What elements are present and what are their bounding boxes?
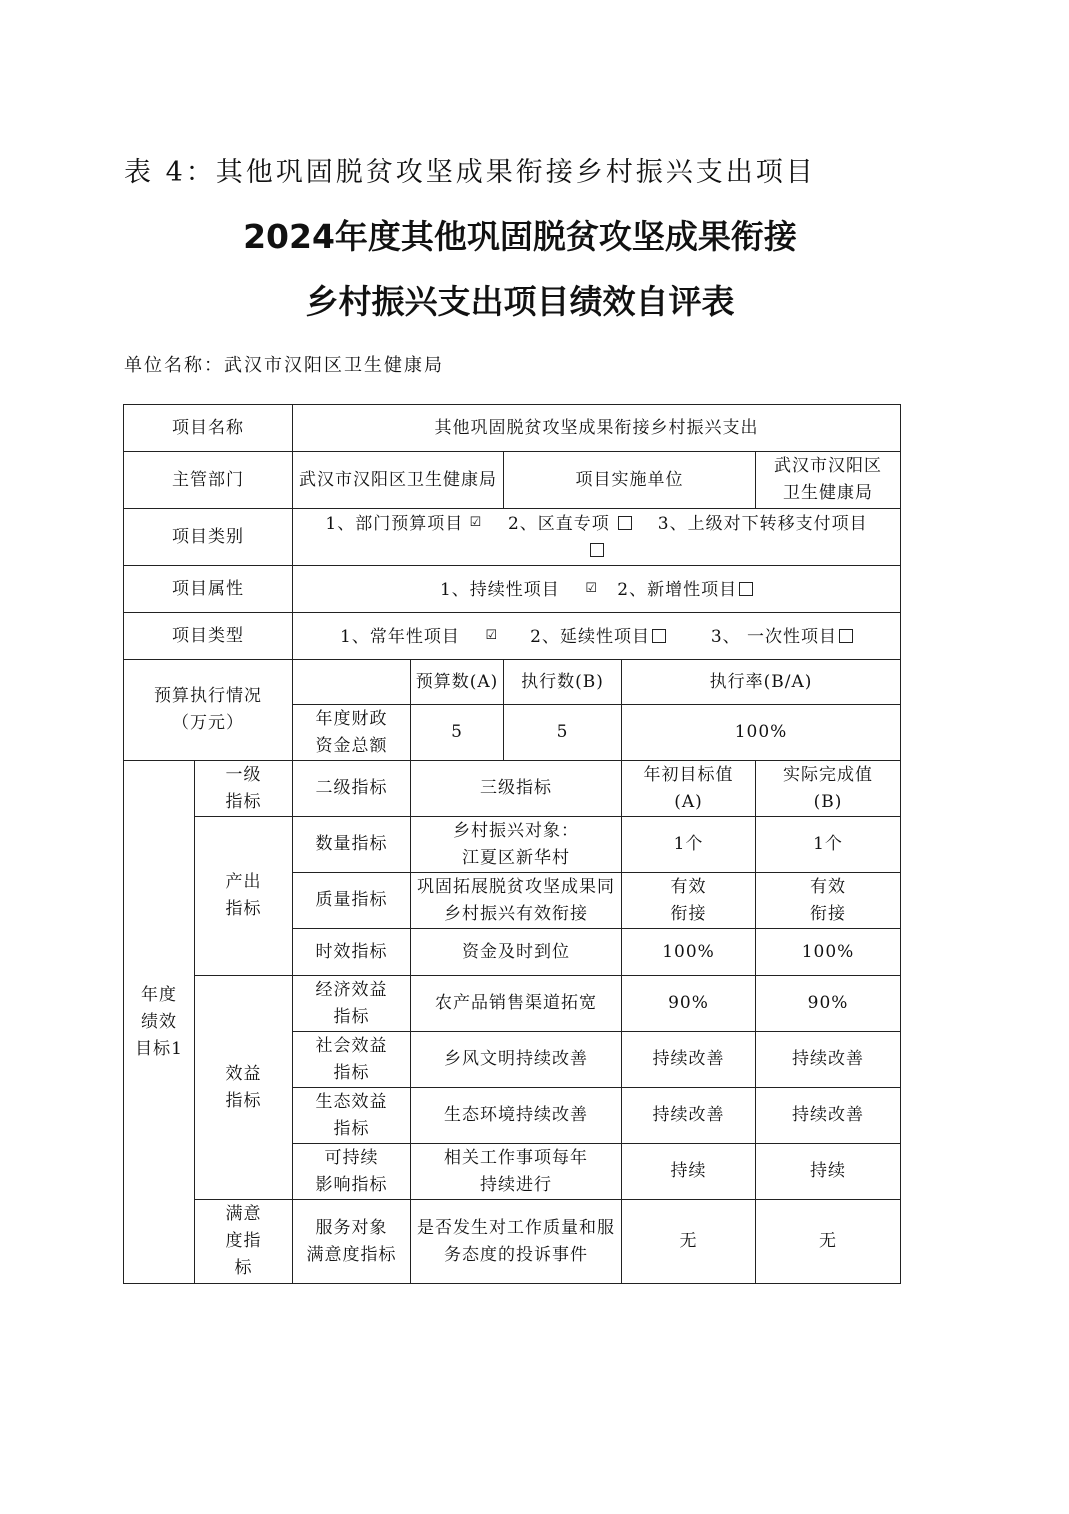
target-cell (622, 976, 756, 1032)
budget-label (124, 660, 293, 761)
level2-line-2: 指标 (333, 1062, 370, 1083)
project-name-label: 项目名称 (124, 405, 293, 452)
actual-line-1: 无 (819, 1231, 838, 1251)
target-cell (622, 1032, 756, 1088)
actual-line-2: 衔接 (810, 903, 847, 924)
page-title-line-1: 2024年度其他巩固脱贫攻坚成果衔接 (243, 217, 797, 256)
actual-line-1: 持续改善 (792, 1105, 865, 1125)
level2-cell (293, 1200, 411, 1284)
actual-line-1: 持续改善 (792, 1049, 865, 1069)
level3-line-2: 江夏区新华村 (462, 847, 570, 868)
type-option-2: 2、延续性项目 (530, 626, 650, 647)
level2-line-1: 经济效益 (315, 979, 388, 1000)
level3-cell (411, 817, 622, 873)
level3-cell (411, 1144, 622, 1200)
target-line-1: 持续 (670, 1161, 707, 1181)
dept-label: 主管部门 (124, 452, 293, 509)
level3-cell (411, 976, 622, 1032)
level2-line-2: 指标 (333, 1118, 370, 1139)
level2-cell (293, 1144, 411, 1200)
level2-line-1: 时效指标 (315, 941, 388, 962)
header-level1 (195, 761, 293, 817)
actual-cell (756, 976, 901, 1032)
checked-box-icon[interactable]: ☑ (485, 627, 499, 643)
actual-cell (756, 1144, 901, 1200)
target-line-1: 100% (662, 941, 715, 962)
category-option-1: 1、部门预算项目 (325, 514, 464, 534)
target-cell (622, 1144, 756, 1200)
checked-box-icon[interactable]: ☑ (469, 515, 483, 530)
category-option-2: 2、区直专项 (507, 514, 610, 534)
checked-box-icon[interactable]: ☑ (585, 580, 599, 596)
actual-cell (756, 1200, 901, 1284)
actual-cell (756, 817, 901, 873)
output-label-line-1: 产出 (225, 872, 262, 892)
actual-line-1: 1个 (813, 834, 843, 854)
header-level2: 二级指标 (293, 761, 411, 817)
fund-a-value: 5 (411, 705, 504, 761)
annual-goal-label-line-1: 年度 (141, 984, 177, 1005)
level3-line-2: 持续进行 (480, 1174, 552, 1195)
header-actual-line-2: (B) (813, 791, 843, 812)
impl-unit-value-line-1: 武汉市汉阳区 (774, 456, 883, 476)
unchecked-box-icon[interactable] (652, 629, 666, 643)
target-line-1: 1个 (673, 834, 704, 854)
header-target (622, 761, 756, 817)
benefit-label-line-1: 效益 (225, 1063, 262, 1084)
level2-line-1: 生态效益 (315, 1091, 388, 1112)
attribute-option-2: 2、新增性项目 (617, 579, 738, 600)
level2-cell (293, 873, 411, 929)
unit-name: 单位名称：武汉市汉阳区卫生健康局 (124, 355, 444, 376)
unchecked-box-icon[interactable] (739, 582, 753, 596)
satisfaction-label-line-1: 满意 (225, 1204, 262, 1224)
fund-total-label (293, 705, 411, 761)
target-line-1: 持续改善 (652, 1105, 725, 1125)
target-cell (622, 1088, 756, 1144)
actual-cell (756, 873, 901, 929)
budget-col-a: 预算数(A) (411, 660, 504, 705)
fund-rate-value: 100% (622, 705, 901, 761)
dept-value: 武汉市汉阳区卫生健康局 (293, 452, 504, 509)
header-level3: 三级指标 (411, 761, 622, 817)
level3-cell (411, 1032, 622, 1088)
level3-line-1: 是否发生对工作质量和服 (417, 1217, 615, 1238)
table-caption: 表 4：其他巩固脱贫攻坚成果衔接乡村振兴支出项目 (124, 157, 816, 188)
level3-cell (411, 873, 622, 929)
annual-goal-label (124, 761, 195, 1284)
header-level1-line-1: 一级 (225, 764, 262, 785)
budget-label-line-2: （万元） (172, 713, 244, 733)
actual-cell (756, 1032, 901, 1088)
header-target-line-2: (A) (674, 791, 703, 812)
level3-cell (411, 1088, 622, 1144)
level2-cell (293, 817, 411, 873)
level3-line-2: 务态度的投诉事件 (444, 1244, 588, 1265)
annual-goal-label-line-3: 目标1 (135, 1038, 183, 1059)
type-options (293, 613, 901, 660)
budget-col-rate: 执行率(B/A) (622, 660, 901, 705)
impl-unit-value-line-2: 卫生健康局 (783, 483, 874, 503)
target-line-1: 无 (679, 1231, 698, 1251)
level3-line-1: 巩固拓展脱贫攻坚成果同 (417, 876, 615, 897)
level2-line-1: 质量指标 (315, 890, 388, 910)
level2-line-2: 影响指标 (315, 1174, 388, 1195)
target-line-1: 有效 (670, 876, 707, 897)
target-cell (622, 817, 756, 873)
budget-col-b: 执行数(B) (504, 660, 622, 705)
actual-line-1: 持续 (810, 1161, 847, 1181)
level3-cell (411, 1200, 622, 1284)
level2-line-2: 满意度指标 (306, 1244, 397, 1265)
actual-line-1: 有效 (810, 876, 847, 897)
budget-label-line-1: 预算执行情况 (154, 686, 262, 706)
target-cell (622, 1200, 756, 1284)
level2-line-1: 社会效益 (315, 1035, 388, 1056)
level3-line-1: 乡风文明持续改善 (444, 1049, 588, 1069)
attribute-label: 项目属性 (124, 566, 293, 613)
level2-line-1: 服务对象 (315, 1217, 388, 1238)
fund-total-label-line-2: 资金总额 (315, 735, 388, 756)
benefit-label-line-2: 指标 (225, 1090, 262, 1111)
budget-blank-header (293, 660, 411, 705)
unchecked-box-icon[interactable] (618, 516, 632, 530)
level3-cell (411, 929, 622, 976)
target-line-1: 持续改善 (652, 1049, 725, 1069)
type-label: 项目类型 (124, 613, 293, 660)
benefit-indicator-label (195, 976, 293, 1200)
header-actual (756, 761, 901, 817)
target-cell (622, 929, 756, 976)
category-option-3: 3、上级对下转移支付项目 (657, 514, 868, 534)
satisfaction-label-line-2: 度指 (225, 1231, 262, 1251)
actual-cell (756, 929, 901, 976)
category-label: 项目类别 (124, 509, 293, 566)
satisfaction-label-line-3: 标 (234, 1258, 253, 1278)
unchecked-box-icon[interactable] (590, 543, 604, 557)
target-cell (622, 873, 756, 929)
level3-line-1: 农产品销售渠道拓宽 (435, 993, 597, 1013)
actual-line-1: 100% (801, 941, 855, 962)
output-label-line-2: 指标 (225, 899, 262, 919)
fund-b-value: 5 (504, 705, 622, 761)
level3-line-2: 乡村振兴有效衔接 (444, 903, 588, 924)
page-title-line-2: 乡村振兴支出项目绩效自评表 (305, 282, 735, 321)
category-options (293, 509, 901, 566)
level2-line-1: 数量指标 (315, 834, 388, 854)
annual-goal-label-line-2: 绩效 (141, 1011, 177, 1032)
self-evaluation-table (123, 404, 901, 1284)
header-level1-line-2: 指标 (225, 791, 262, 812)
attribute-option-1: 1、持续性项目 (439, 579, 560, 600)
level2-cell (293, 976, 411, 1032)
level3-line-1: 乡村振兴对象： (453, 820, 579, 841)
level2-line-1: 可持续 (324, 1147, 379, 1168)
level2-line-2: 指标 (333, 1006, 370, 1027)
level3-line-1: 相关工作事项每年 (444, 1147, 588, 1168)
level2-cell (293, 1032, 411, 1088)
header-target-line-1: 年初目标值 (643, 764, 734, 785)
level2-cell (293, 929, 411, 976)
target-line-1: 90% (668, 993, 709, 1013)
unchecked-box-icon[interactable] (839, 629, 853, 643)
header-actual-line-1: 实际完成值 (783, 764, 874, 785)
actual-line-1: 90% (807, 993, 849, 1013)
impl-unit-label: 项目实施单位 (504, 452, 756, 509)
actual-cell (756, 1088, 901, 1144)
attribute-options (293, 566, 901, 613)
project-name-value: 其他巩固脱贫攻坚成果衔接乡村振兴支出 (293, 405, 901, 452)
impl-unit-value (756, 452, 901, 509)
type-option-1: 1、常年性项目 (340, 626, 460, 647)
level3-line-1: 生态环境持续改善 (444, 1105, 588, 1125)
type-option-3: 3、 一次性项目 (710, 626, 838, 647)
fund-total-label-line-1: 年度财政 (315, 708, 388, 729)
level2-cell (293, 1088, 411, 1144)
target-line-2: 衔接 (670, 903, 707, 924)
satisfaction-indicator-label (195, 1200, 293, 1284)
level3-line-1: 资金及时到位 (462, 941, 570, 962)
output-indicator-label (195, 817, 293, 976)
